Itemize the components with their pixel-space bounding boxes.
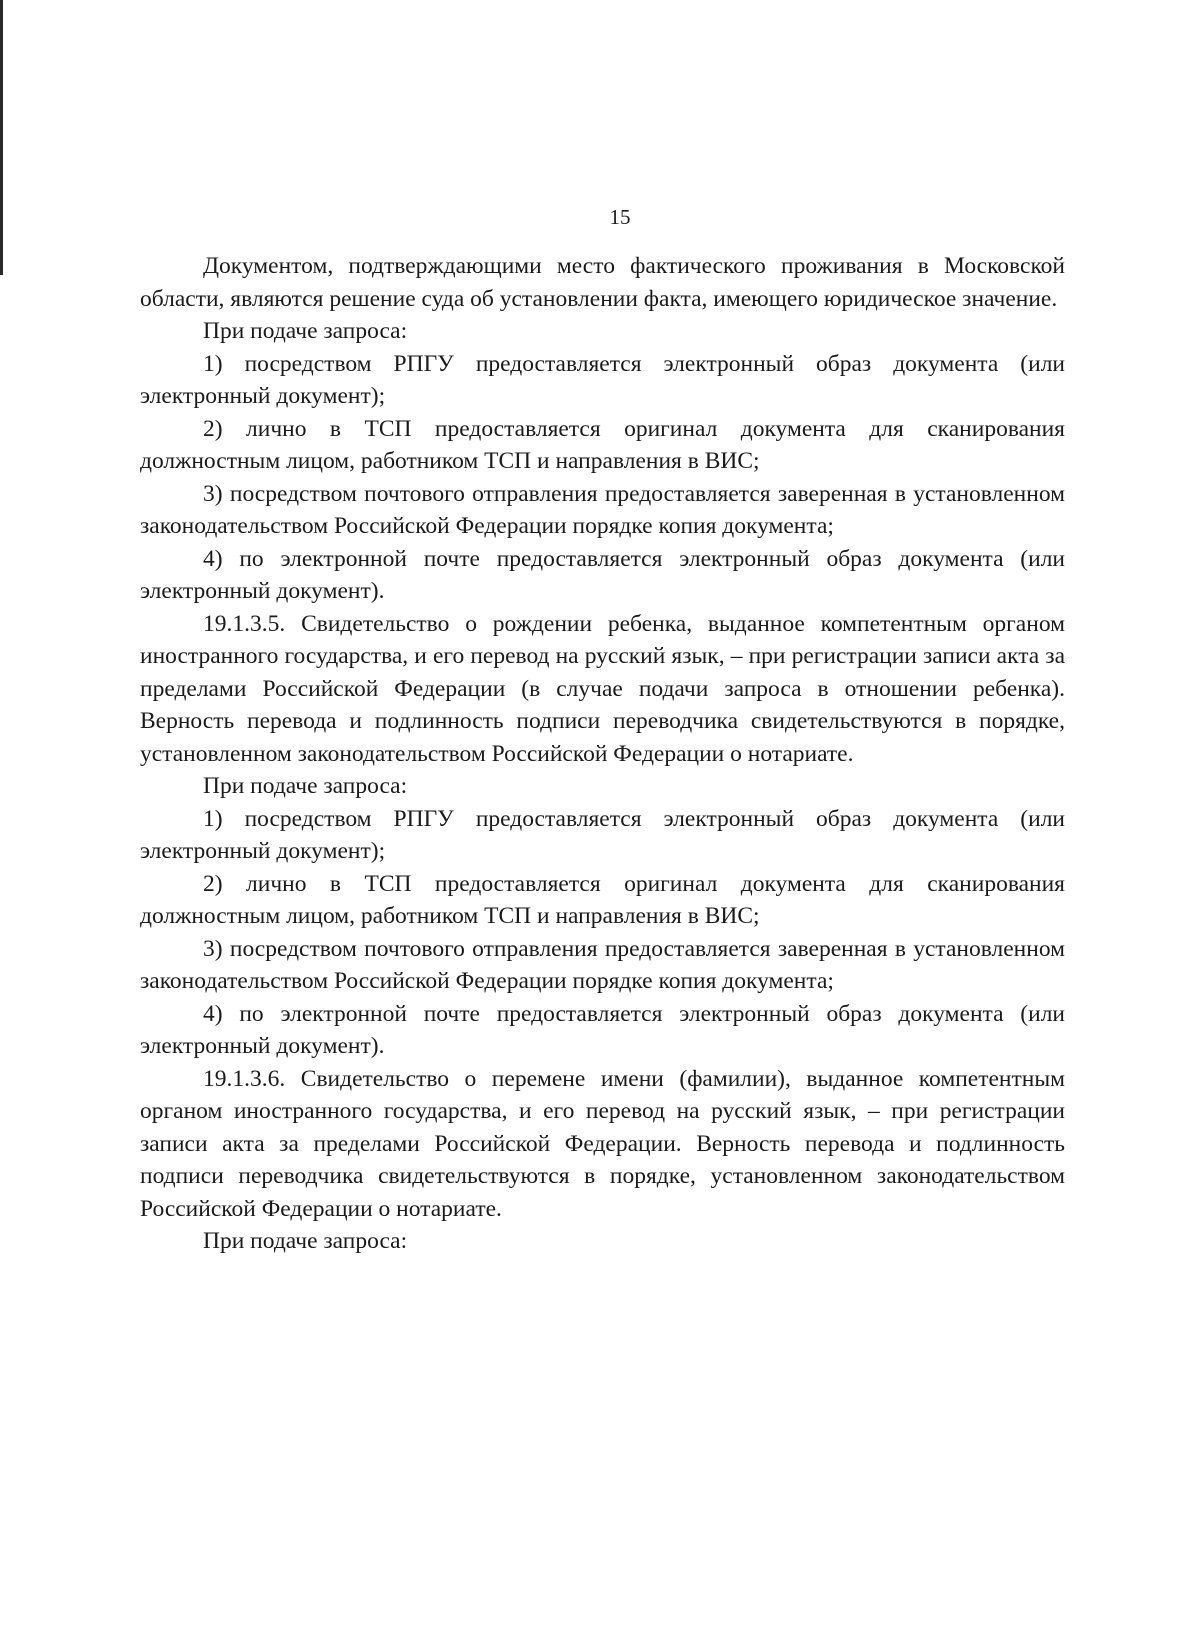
paragraph-submission-heading: При подаче запроса: xyxy=(203,1228,408,1254)
paragraph-residence-document: Документом, подтверждающими место фактического проживания в Московской области, являются решение суда об установлении факта, имеющего юридическое значение. xyxy=(140,253,1065,312)
list-item: 3) посредством почтового отправления предоставляется заверенная в установленном законодательством Российской Федерации порядке копия документа; xyxy=(140,935,1065,994)
paragraph-clause-19-1-3-6: 19.1.3.6. Свидетельство о перемене имени (фамилии), выданное компетентным органом иностранного государства, и его перевод на русский язык, – при регистрации записи акта за пределами Российской Федерации. Верность перевода и подлинность подписи переводчика свидетельствуются в порядке, установленном законодательством Российской Федерации о нотариате. xyxy=(140,1065,1065,1222)
list-item: 2) лично в ТСП предоставляется оригинал документа для сканирования должностным лицом, работником ТСП и направления в ВИС; xyxy=(140,870,1065,929)
list-item: 1) посредством РПГУ предоставляется электронный образ документа (или электронный документ); xyxy=(140,805,1065,864)
list-item: 1) посредством РПГУ предоставляется электронный образ документа (или электронный документ); xyxy=(140,350,1065,409)
scan-edge-line xyxy=(0,0,3,275)
list-item: 3) посредством почтового отправления предоставляется заверенная в установленном законодательством Российской Федерации порядке копия документа; xyxy=(140,480,1065,539)
list-item: 4) по электронной почте предоставляется электронный образ документа (или электронный документ). xyxy=(140,545,1065,604)
list-item: 2) лично в ТСП предоставляется оригинал документа для сканирования должностным лицом, работником ТСП и направления в ВИС; xyxy=(140,415,1065,474)
paragraph-clause-19-1-3-5: 19.1.3.5. Свидетельство о рождении ребенка, выданное компетентным органом иностранного государства, и его перевод на русский язык, – при регистрации записи акта за пределами Российской Федерации (в случае подачи запроса в отношении ребенка). Верность перевода и подлинность подписи переводчика свидетельствуются в порядке, установленном законодательством Российской Федерации о нотариате. xyxy=(140,610,1065,767)
document-body xyxy=(140,250,1065,1258)
paragraph-submission-heading: При подаче запроса: xyxy=(203,773,408,799)
paragraph-submission-heading: При подаче запроса: xyxy=(203,318,408,344)
page-number: 15 xyxy=(609,205,631,229)
list-item: 4) по электронной почте предоставляется электронный образ документа (или электронный документ). xyxy=(140,1000,1065,1059)
